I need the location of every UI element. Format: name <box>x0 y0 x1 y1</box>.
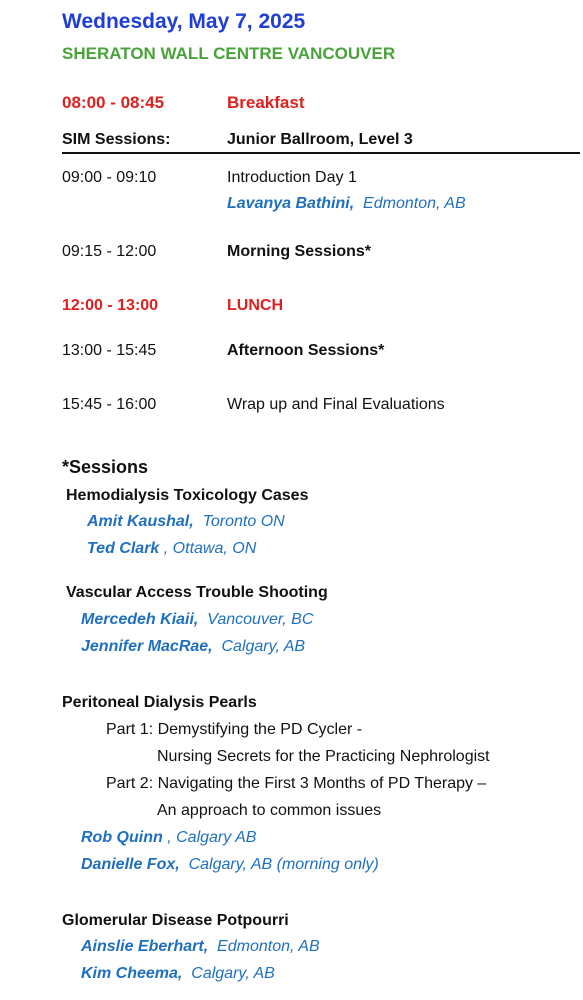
speaker <box>81 965 275 983</box>
session-part: An approach to common issues <box>157 802 382 819</box>
schedule-title: Wrap up and Final Evaluations <box>227 396 445 413</box>
speaker-location: Calgary, AB <box>221 638 306 655</box>
speaker <box>227 195 466 213</box>
speaker <box>81 611 313 629</box>
speaker-location: , Ottawa, ON <box>163 540 257 557</box>
breakfast-label: Breakfast <box>227 93 305 112</box>
session-part: Part 2: Navigating the First 3 Months of PD Therapy – <box>106 775 487 792</box>
speaker-location: Calgary, AB <box>191 965 275 982</box>
speaker <box>81 829 256 847</box>
speaker-name: Lavanya Bathini, <box>227 195 355 212</box>
speaker-location: , Calgary AB <box>167 829 257 846</box>
speaker-location: Vancouver, BC <box>207 611 314 628</box>
schedule-time: 12:00 - 13:00 <box>62 297 159 314</box>
speaker <box>87 513 285 531</box>
speaker <box>81 856 379 874</box>
sessions-heading: *Sessions <box>62 457 149 477</box>
schedule-time: 09:15 - 12:00 <box>62 243 157 260</box>
schedule-title: Introduction Day 1 <box>227 169 357 186</box>
session-part: Part 1: Demystifying the PD Cycler - <box>106 721 363 738</box>
speaker-name: Ted Clark <box>87 540 160 557</box>
header-divider <box>62 152 580 154</box>
speaker <box>87 540 256 558</box>
breakfast-time: 08:00 - 08:45 <box>62 93 165 112</box>
page-date: Wednesday, May 7, 2025 <box>62 10 306 33</box>
sim-location: Junior Ballroom, Level 3 <box>227 131 413 148</box>
speaker-name: Kim Cheema, <box>81 965 183 982</box>
speaker-name: Mercedeh Kiaii, <box>81 611 199 628</box>
session-part: Nursing Secrets for the Practicing Nephrologist <box>157 748 490 765</box>
schedule-title: LUNCH <box>227 297 283 314</box>
session-title: Peritoneal Dialysis Pearls <box>62 694 257 711</box>
sim-label: SIM Sessions: <box>62 131 171 148</box>
session-title: Hemodialysis Toxicology Cases <box>66 487 309 504</box>
speaker-name: Jennifer MacRae, <box>81 638 213 655</box>
schedule-title: Morning Sessions* <box>227 243 372 260</box>
speaker <box>81 638 305 656</box>
speaker-location: Edmonton, AB <box>217 938 320 955</box>
speaker-name: Amit Kaushal, <box>87 513 194 530</box>
venue-title: SHERATON WALL CENTRE VANCOUVER <box>62 44 396 63</box>
session-title: Glomerular Disease Potpourri <box>62 912 289 929</box>
speaker-name: Danielle Fox, <box>81 856 180 873</box>
schedule-time: 09:00 - 09:10 <box>62 169 157 186</box>
speaker-name: Ainslie Eberhart, <box>81 938 209 955</box>
schedule-time: 13:00 - 15:45 <box>62 342 157 359</box>
speaker-location: Toronto ON <box>202 513 285 530</box>
speaker-location: Calgary, AB (morning only) <box>188 856 379 873</box>
speaker-name: Rob Quinn <box>81 829 163 846</box>
schedule-time: 15:45 - 16:00 <box>62 396 157 413</box>
session-title: Vascular Access Trouble Shooting <box>66 584 328 601</box>
speaker <box>81 938 320 956</box>
schedule-title: Afternoon Sessions* <box>227 342 385 359</box>
speaker-location: Edmonton, AB <box>363 195 466 212</box>
